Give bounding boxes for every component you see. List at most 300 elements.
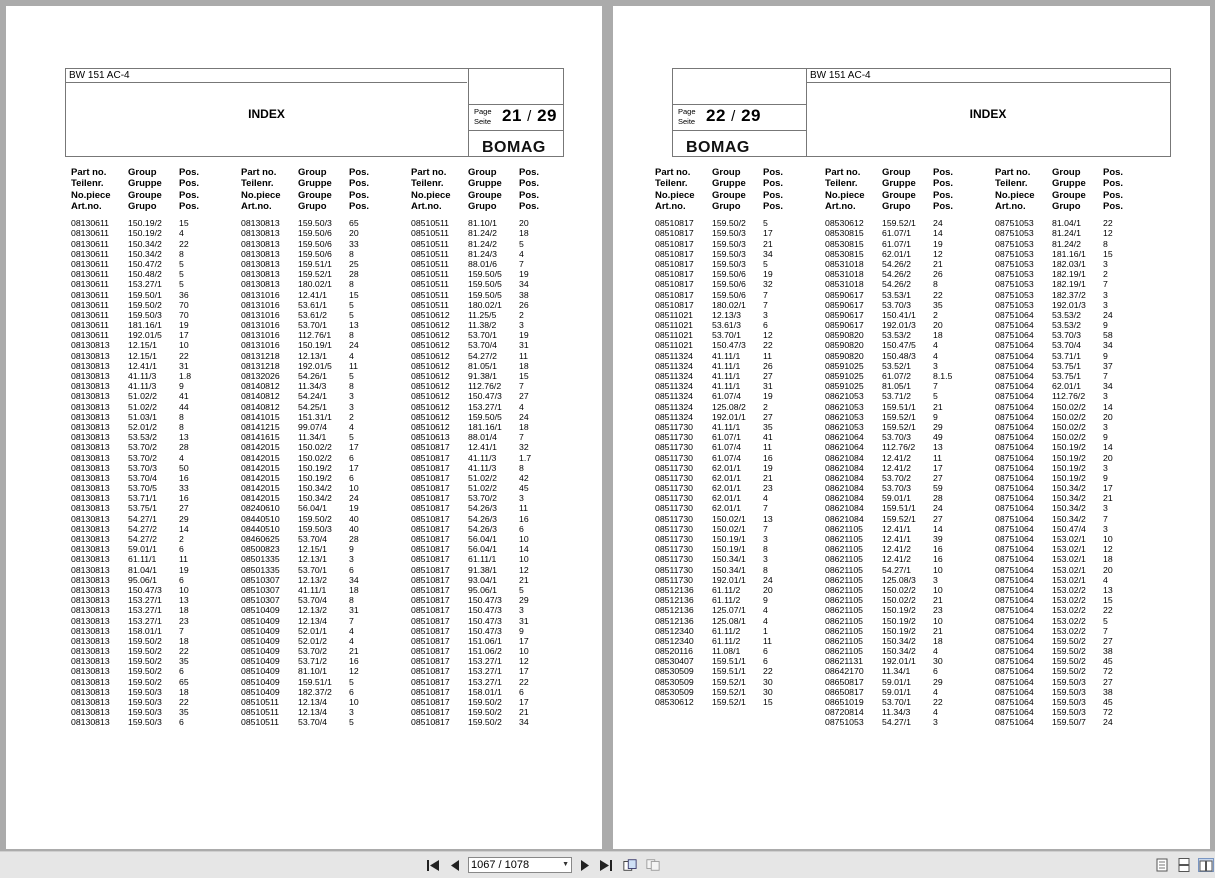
table-row	[995, 463, 1165, 473]
header-part-line: Art.no.	[655, 200, 686, 212]
position-cell: 8	[349, 381, 354, 392]
group-ref-cell: 159.52/1	[712, 697, 746, 707]
group-ref-cell: 153.27/1	[468, 401, 502, 412]
header-part-line: Art.no.	[411, 200, 442, 212]
model-name: BW 151 AC-4	[66, 69, 467, 83]
header-group	[298, 167, 349, 212]
part-number-cell: 08130813	[71, 513, 110, 524]
continuous-view-icon[interactable]	[1178, 858, 1192, 872]
position-cell: 30	[763, 676, 773, 687]
position-cell: 39	[933, 534, 943, 544]
position-cell: 5	[349, 432, 354, 443]
page-number-field[interactable]	[468, 857, 572, 873]
group-ref-cell: 53.52/1	[882, 360, 911, 371]
group-ref-cell: 12.13/3	[712, 309, 741, 320]
table-row	[655, 330, 825, 340]
table-row	[655, 442, 825, 452]
chevron-down-icon[interactable]: ▼	[562, 861, 569, 868]
table-row	[655, 595, 825, 605]
index-column-3	[995, 167, 1165, 728]
table-row	[241, 381, 411, 391]
position-cell: 34	[763, 248, 773, 259]
table-row	[71, 605, 241, 615]
group-ref-cell: 159.50/3	[298, 218, 332, 229]
group-ref-cell: 12.13/2	[298, 605, 327, 616]
table-row	[995, 320, 1165, 330]
group-ref-cell: 53.70/3	[128, 462, 157, 473]
group-ref-cell: 159.52/1	[882, 411, 916, 422]
position-cell: 7	[519, 381, 524, 392]
position-cell: 3	[1103, 523, 1108, 534]
group-ref-cell: 159.50/2	[468, 697, 502, 707]
position-cell: 4	[763, 615, 768, 626]
group-ref-cell: 12.13/2	[298, 574, 327, 585]
two-page-view-icon[interactable]	[1198, 858, 1214, 872]
part-number-cell: 08130813	[71, 503, 110, 514]
group-ref-cell: 150.47/3	[712, 340, 746, 351]
position-cell: 20	[349, 228, 359, 239]
group-ref-cell: 181.16/1	[128, 320, 162, 331]
group-ref-cell: 150.34/2	[128, 248, 162, 259]
table-row	[655, 626, 825, 636]
table-row	[995, 575, 1165, 585]
group-ref-cell: 88.01/4	[468, 432, 497, 443]
part-number-cell: 08511324	[655, 411, 694, 422]
position-cell: 8.1.5	[933, 371, 953, 381]
group-ref-cell: 41.11/1	[712, 350, 741, 361]
group-ref-cell: 150.34/2	[298, 493, 332, 504]
part-number-cell: 08751064	[995, 320, 1034, 331]
position-cell: 3	[1103, 258, 1108, 269]
copy-icon[interactable]	[646, 858, 660, 872]
page-label-de: Seite	[474, 117, 492, 126]
group-ref-cell: 153.27/1	[128, 605, 162, 616]
table-row	[71, 544, 241, 554]
table-row	[655, 656, 825, 666]
position-cell: 7	[763, 503, 768, 514]
header-pos-line: Pos.	[763, 178, 784, 190]
group-ref-cell: 12.15/1	[298, 544, 327, 555]
header-pos-line: Pos.	[519, 178, 540, 190]
table-row	[241, 554, 411, 564]
header-pos-line: Pos.	[179, 200, 200, 212]
part-number-cell: 08621084	[825, 503, 864, 514]
header-group-line: Grupo	[712, 200, 741, 212]
header-group-line: Gruppe	[882, 178, 916, 190]
table-row	[241, 565, 411, 575]
header-part-line: Teilenr.	[995, 178, 1028, 190]
group-ref-cell: 153.02/1	[1052, 544, 1086, 555]
page-current: 21	[502, 106, 522, 125]
header-part-line: Part no.	[411, 167, 447, 178]
table-row	[71, 656, 241, 666]
part-number-cell: 08131218	[241, 360, 280, 371]
group-ref-cell: 159.50/2	[1052, 666, 1086, 677]
table-row	[241, 340, 411, 350]
table-row	[411, 442, 581, 452]
table-row	[411, 300, 581, 310]
part-number-cell: 08751053	[825, 717, 864, 728]
group-ref-cell: 12.41/1	[882, 523, 911, 534]
position-cell: 31	[179, 360, 189, 371]
part-number-cell: 08130813	[71, 411, 110, 422]
position-cell: 9	[933, 411, 938, 422]
position-cell: 34	[519, 717, 529, 728]
part-number-cell: 08140812	[241, 391, 280, 402]
part-number-cell: 08130813	[71, 625, 110, 636]
part-number-cell: 08510817	[411, 676, 450, 687]
part-number-cell: 08621053	[825, 411, 864, 422]
group-ref-cell: 150.47/3	[468, 391, 502, 402]
header-pos-line: Pos.	[1103, 189, 1124, 201]
position-cell: 29	[179, 513, 189, 524]
table-row	[71, 483, 241, 493]
group-ref-cell: 81.05/1	[468, 360, 497, 371]
part-number-cell: 08751064	[995, 371, 1034, 381]
table-row	[241, 585, 411, 595]
position-cell: 8	[179, 421, 184, 432]
group-ref-cell: 54.26/3	[468, 523, 497, 534]
single-page-view-icon[interactable]	[1156, 858, 1170, 872]
part-number-cell: 08510817	[411, 615, 450, 626]
table-row	[655, 371, 825, 381]
group-ref-cell: 159.51/1	[298, 676, 332, 687]
part-number-cell: 08510817	[411, 666, 450, 677]
group-ref-cell: 159.50/3	[128, 717, 162, 728]
part-number-cell: 08130611	[71, 218, 110, 229]
group-ref-cell: 159.50/2	[1052, 656, 1086, 667]
group-ref-cell: 153.02/2	[1052, 605, 1086, 616]
group-ref-cell: 150.02/2	[882, 595, 916, 606]
table-row	[995, 666, 1165, 676]
index-title: INDEX	[248, 107, 285, 121]
group-ref-cell: 61.07/1	[882, 228, 911, 239]
table-row	[411, 473, 581, 483]
position-cell: 38	[1103, 686, 1113, 697]
table-row	[655, 453, 825, 463]
group-ref-cell: 53.70/1	[298, 320, 327, 331]
part-number-cell: 08512136	[655, 615, 694, 626]
header-group-line: Group	[1052, 167, 1081, 178]
position-cell: 3	[763, 554, 768, 565]
position-cell: 11	[763, 635, 773, 646]
table-row	[825, 666, 995, 676]
group-ref-cell: 12.41/2	[882, 462, 911, 473]
group-ref-cell: 91.38/1	[468, 371, 497, 381]
table-row	[241, 320, 411, 330]
group-ref-cell: 150.34/2	[1052, 503, 1086, 514]
table-row	[825, 340, 995, 350]
group-ref-cell: 150.48/2	[128, 269, 162, 280]
part-number-cell: 08751064	[995, 483, 1034, 494]
table-row	[995, 503, 1165, 513]
position-cell: 32	[519, 442, 529, 453]
part-number-cell: 08590820	[825, 350, 864, 361]
part-number-cell: 08130813	[71, 544, 110, 555]
last-page-icon[interactable]	[599, 858, 613, 872]
table-row	[655, 473, 825, 483]
table-row	[995, 544, 1165, 554]
header-group-line: Gruppe	[468, 178, 502, 190]
table-row	[995, 259, 1165, 269]
viewer-toolbar	[0, 851, 1215, 878]
header-group-line: Grupo	[882, 200, 911, 212]
part-number-cell: 08511730	[655, 472, 694, 483]
group-ref-cell: 159.52/1	[882, 513, 916, 524]
header-group-line: Groupe	[468, 189, 502, 201]
group-ref-cell: 54.27/2	[128, 534, 157, 544]
part-number-cell: 08590617	[825, 309, 864, 320]
header-part-line: Teilenr.	[241, 178, 274, 190]
header-pos	[349, 167, 389, 212]
group-ref-cell: 153.02/1	[1052, 534, 1086, 544]
group-ref-cell: 159.50/3	[128, 697, 162, 707]
position-cell: 8	[179, 411, 184, 422]
table-row	[825, 707, 995, 717]
group-ref-cell: 150.47/3	[468, 615, 502, 626]
group-ref-cell: 159.51/1	[882, 503, 916, 514]
group-ref-cell: 11.34/1	[882, 666, 911, 677]
index-header-box	[65, 68, 564, 157]
part-number-cell: 08621105	[825, 635, 864, 646]
group-ref-cell: 53.61/2	[298, 309, 327, 320]
position-cell: 3	[1103, 462, 1108, 473]
index-column-3	[411, 167, 581, 728]
position-cell: 41	[763, 432, 773, 443]
group-ref-cell: 54.24/1	[298, 391, 327, 402]
table-row	[995, 605, 1165, 615]
index-column-2	[241, 167, 411, 728]
part-number-cell: 08130813	[71, 686, 110, 697]
part-number-cell: 08512136	[655, 605, 694, 616]
header-part	[71, 167, 128, 212]
position-cell: 12	[349, 666, 359, 677]
position-cell: 4	[933, 707, 938, 718]
position-cell: 65	[179, 676, 189, 687]
prev-page-icon[interactable]	[448, 858, 462, 872]
position-cell: 8	[1103, 238, 1108, 249]
group-ref-cell: 53.70/2	[468, 493, 497, 504]
position-cell: 6	[519, 523, 524, 534]
position-cell: 19	[763, 269, 773, 280]
group-ref-cell: 61.11/2	[712, 635, 741, 646]
first-page-icon[interactable]	[426, 858, 440, 872]
position-cell: 6	[763, 656, 768, 667]
rotate-icon[interactable]	[623, 858, 637, 872]
part-number-cell: 08512340	[655, 635, 694, 646]
table-row	[411, 666, 581, 676]
position-cell: 4	[933, 340, 938, 351]
table-row	[71, 493, 241, 503]
part-number-cell: 08460625	[241, 534, 280, 544]
group-ref-cell: 56.04/1	[298, 503, 327, 514]
position-cell: 16	[519, 513, 529, 524]
position-cell: 15	[1103, 595, 1113, 606]
table-row	[995, 371, 1165, 381]
part-number-cell: 08530509	[655, 666, 694, 677]
part-number-cell: 08621105	[825, 544, 864, 555]
position-cell: 14	[933, 228, 943, 239]
table-row	[241, 442, 411, 452]
position-cell: 28	[349, 269, 359, 280]
table-row	[411, 697, 581, 707]
table-row	[655, 514, 825, 524]
table-row	[825, 493, 995, 503]
table-row	[655, 228, 825, 238]
part-number-cell: 08510511	[411, 299, 450, 310]
position-cell: 24	[1103, 309, 1113, 320]
group-ref-cell: 81.24/1	[1052, 228, 1081, 239]
header-group-line: Gruppe	[712, 178, 746, 190]
position-cell: 18	[519, 228, 529, 239]
group-ref-cell: 53.70/1	[468, 330, 497, 341]
table-row	[825, 483, 995, 493]
group-ref-cell: 41.11/3	[128, 381, 157, 392]
part-number-cell: 08510613	[411, 432, 450, 443]
part-number-cell: 08751053	[995, 269, 1034, 280]
table-row	[241, 239, 411, 249]
page-current: 22	[706, 106, 726, 125]
group-ref-cell: 159.50/2	[712, 218, 746, 229]
group-ref-cell: 153.02/2	[1052, 595, 1086, 606]
position-cell: 11	[349, 360, 359, 371]
table-row	[71, 616, 241, 626]
position-cell: 5	[349, 309, 354, 320]
position-cell: 22	[763, 666, 773, 677]
index-title: INDEX	[969, 107, 1007, 121]
part-number-cell: 08131016	[241, 309, 280, 320]
position-cell: 35	[179, 707, 189, 718]
position-cell: 24	[933, 503, 943, 514]
header-part	[655, 167, 712, 212]
position-cell: 45	[1103, 697, 1113, 707]
page-indicator	[673, 104, 806, 131]
table-row	[411, 290, 581, 300]
table-row	[411, 514, 581, 524]
table-row	[411, 381, 581, 391]
group-ref-cell: 125.08/3	[882, 574, 916, 585]
table-row	[995, 310, 1165, 320]
part-number-cell: 08511324	[655, 381, 694, 392]
position-cell: 6	[179, 574, 184, 585]
part-number-cell: 08621105	[825, 615, 864, 626]
position-cell: 21	[349, 646, 359, 657]
part-number-cell: 08621084	[825, 452, 864, 463]
table-row	[411, 707, 581, 717]
part-number-cell: 08140812	[241, 381, 280, 392]
table-row	[71, 279, 241, 289]
table-row	[411, 453, 581, 463]
group-ref-cell: 150.34/2	[882, 635, 916, 646]
part-number-cell: 08621064	[825, 432, 864, 443]
group-ref-cell: 150.02/2	[298, 442, 332, 453]
group-ref-cell: 11.34/1	[298, 432, 327, 443]
table-row	[411, 249, 581, 259]
table-row	[241, 279, 411, 289]
table-row	[655, 677, 825, 687]
table-row	[241, 687, 411, 697]
page-number-value: 1067 / 1078	[471, 859, 530, 871]
group-ref-cell: 59.01/1	[882, 493, 911, 504]
group-ref-cell: 192.01/1	[882, 656, 916, 667]
part-number-cell: 08591025	[825, 371, 864, 381]
table-row	[825, 717, 995, 727]
position-cell: 5	[349, 299, 354, 310]
part-number-cell: 08751064	[995, 350, 1034, 361]
part-number-cell: 08511730	[655, 503, 694, 514]
position-cell: 34	[1103, 340, 1113, 351]
part-number-cell: 08510409	[241, 676, 280, 687]
position-cell: 22	[179, 238, 189, 249]
position-cell: 3	[349, 554, 354, 565]
group-ref-cell: 159.50/5	[468, 411, 502, 422]
position-cell: 15	[763, 697, 773, 707]
header-pos-line: Pos.	[763, 167, 784, 178]
position-cell: 16	[933, 544, 943, 555]
position-cell: 12	[933, 248, 943, 259]
group-ref-cell: 41.11/1	[712, 381, 741, 392]
table-row	[655, 402, 825, 412]
position-cell: 27	[933, 472, 943, 483]
part-number-cell: 08621084	[825, 462, 864, 473]
position-cell: 4	[933, 686, 938, 697]
part-number-cell: 08130813	[241, 238, 280, 249]
part-number-cell: 08511021	[655, 340, 694, 351]
group-ref-cell: 150.34/1	[712, 564, 746, 575]
table-row	[995, 514, 1165, 524]
position-cell: 19	[179, 320, 189, 331]
part-number-cell: 08510817	[411, 564, 450, 575]
part-number-cell: 08621105	[825, 625, 864, 636]
next-page-icon[interactable]	[578, 858, 592, 872]
table-row	[71, 534, 241, 544]
position-cell: 50	[179, 462, 189, 473]
part-number-cell: 08131016	[241, 320, 280, 331]
page-separator: /	[527, 108, 532, 125]
group-ref-cell: 192.01/3	[882, 320, 916, 331]
table-row	[825, 687, 995, 697]
position-cell: 8	[349, 595, 354, 606]
group-ref-cell: 150.19/1	[298, 340, 332, 351]
group-ref-cell: 150.19/1	[712, 534, 746, 544]
part-number-cell: 08130611	[71, 248, 110, 259]
position-cell: 38	[519, 289, 529, 300]
group-ref-cell: 159.50/6	[298, 238, 332, 249]
part-number-cell: 08510307	[241, 595, 280, 606]
table-row	[71, 524, 241, 534]
group-ref-cell: 182.37/2	[298, 686, 332, 697]
table-row	[655, 422, 825, 432]
table-row	[241, 391, 411, 401]
table-row	[411, 279, 581, 289]
group-ref-cell: 159.50/6	[298, 248, 332, 259]
part-number-cell: 08511730	[655, 421, 694, 432]
group-ref-cell: 150.19/2	[882, 625, 916, 636]
position-cell: 3	[519, 605, 524, 616]
group-ref-cell: 150.19/2	[298, 472, 332, 483]
header-part-line: No.piece	[825, 189, 865, 201]
position-cell: 17	[349, 442, 359, 453]
position-cell: 7	[1103, 625, 1108, 636]
part-number-cell: 08130813	[71, 381, 110, 392]
table-row	[411, 544, 581, 554]
table-row	[411, 361, 581, 371]
part-number-cell: 08510511	[411, 279, 450, 290]
position-cell: 4	[349, 421, 354, 432]
table-row	[825, 381, 995, 391]
table-row	[71, 473, 241, 483]
part-number-cell: 08511730	[655, 564, 694, 575]
